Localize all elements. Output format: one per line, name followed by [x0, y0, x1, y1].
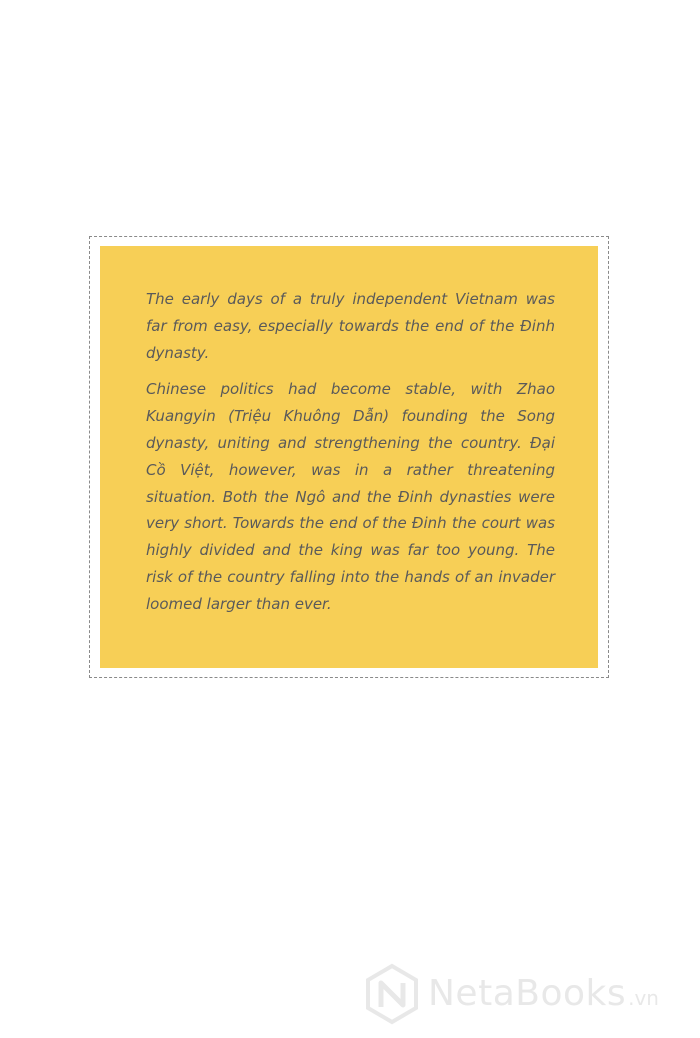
netabooks-watermark: [364, 962, 694, 1026]
yellow-text-panel: [100, 246, 598, 668]
watermark-suffix: .vn: [628, 986, 659, 1010]
text-box-frame: [89, 236, 609, 678]
watermark-name: NetaBooks: [428, 973, 627, 1014]
paragraph-2: Chinese politics had become stable, with Zhao Kuangyin (Triệu Khuông Dẫn) founding the Song dynasty, uniting and strengthening the country. Đại Cồ Việt, however, was in a rather threatening situation. Both the Ngô and the Đinh dynasties were very short. Towards the end of the Đinh the court was highly divided and the king was far too young. The risk of the country falling into the hands of an invader loomed larger than ever.: [146, 380, 555, 613]
paragraph-1: The early days of a truly independent Vietnam was far from easy, especially towards the end of the Đinh dynasty.: [146, 290, 555, 362]
netabooks-logo-icon: [364, 963, 420, 1025]
text-box-content: [146, 286, 555, 628]
